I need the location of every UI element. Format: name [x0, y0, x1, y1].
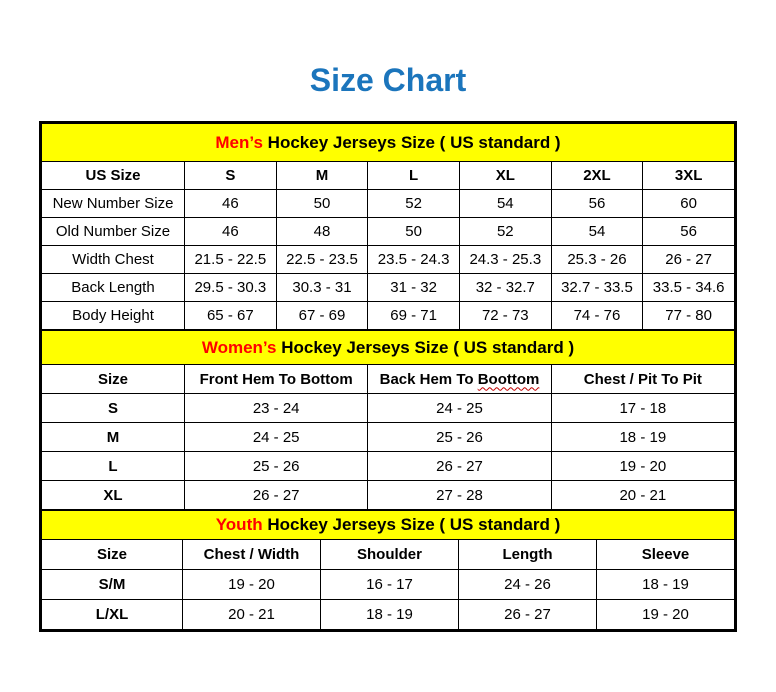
youth-cell: 20 - 21 [183, 600, 321, 630]
mens-col-header: S [185, 162, 277, 190]
mens-cell: 30.3 - 31 [276, 274, 368, 302]
table-row [42, 481, 735, 510]
youth-section-header [42, 511, 735, 540]
mens-cell: 25.3 - 26 [551, 246, 643, 274]
table-row [42, 246, 735, 274]
mens-cell: 69 - 71 [368, 302, 460, 330]
mens-col-header: 3XL [643, 162, 735, 190]
mens-cell: 77 - 80 [643, 302, 735, 330]
mens-cell: 50 [276, 190, 368, 218]
table-row [42, 218, 735, 246]
womens-title-rest: Hockey Jerseys Size ( US standard ) [281, 337, 575, 357]
mens-title-highlight: Men’s [215, 132, 263, 152]
womens-col-header: Front Hem To Bottom [185, 365, 368, 394]
mens-cell: 29.5 - 30.3 [185, 274, 277, 302]
youth-row-label: S/M [42, 570, 183, 600]
womens-col-header: Chest / Pit To Pit [551, 365, 734, 394]
youth-column-header-row [42, 540, 735, 570]
mens-cell: 65 - 67 [185, 302, 277, 330]
womens-row-label: M [42, 423, 185, 452]
mens-cell: 54 [551, 218, 643, 246]
table-row [42, 302, 735, 330]
womens-back-hem-misspelled-word: Boottom [477, 370, 540, 388]
womens-row-label: S [42, 394, 185, 423]
womens-cell: 26 - 27 [368, 452, 551, 481]
table-row [42, 570, 735, 600]
womens-cell: 17 - 18 [551, 394, 734, 423]
womens-column-header-row [42, 365, 735, 394]
mens-cell: 60 [643, 190, 735, 218]
womens-cell: 20 - 21 [551, 481, 734, 510]
youth-col-header: Sleeve [597, 540, 735, 570]
size-chart-container [39, 121, 737, 632]
mens-cell: 72 - 73 [459, 302, 551, 330]
mens-section-header-row [42, 124, 735, 162]
table-row [42, 394, 735, 423]
youth-col-header: Length [459, 540, 597, 570]
table-row [42, 452, 735, 481]
mens-cell: 74 - 76 [551, 302, 643, 330]
womens-row-label: L [42, 452, 185, 481]
youth-title-rest: Hockey Jerseys Size ( US standard ) [267, 515, 561, 534]
mens-cell: 26 - 27 [643, 246, 735, 274]
womens-col-header [368, 365, 551, 394]
youth-cell: 16 - 17 [321, 570, 459, 600]
mens-size-table [41, 123, 735, 330]
mens-cell: 21.5 - 22.5 [185, 246, 277, 274]
mens-cell: 56 [551, 190, 643, 218]
youth-col-header: Shoulder [321, 540, 459, 570]
table-row [42, 600, 735, 630]
womens-section-header-row [42, 331, 735, 365]
womens-cell: 24 - 25 [185, 423, 368, 452]
mens-cell: 33.5 - 34.6 [643, 274, 735, 302]
womens-cell: 26 - 27 [185, 481, 368, 510]
youth-cell: 19 - 20 [597, 600, 735, 630]
womens-cell: 23 - 24 [185, 394, 368, 423]
mens-cell: 23.5 - 24.3 [368, 246, 460, 274]
womens-size-table [41, 330, 735, 510]
mens-col-header: M [276, 162, 368, 190]
mens-col-header: L [368, 162, 460, 190]
womens-cell: 19 - 20 [551, 452, 734, 481]
table-row [42, 190, 735, 218]
youth-row-label: L/XL [42, 600, 183, 630]
womens-cell: 25 - 26 [185, 452, 368, 481]
mens-cell: 24.3 - 25.3 [459, 246, 551, 274]
mens-cell: 46 [185, 218, 277, 246]
womens-cell: 18 - 19 [551, 423, 734, 452]
mens-col-header: 2XL [551, 162, 643, 190]
youth-cell: 26 - 27 [459, 600, 597, 630]
mens-row-label: Old Number Size [42, 218, 185, 246]
mens-cell: 52 [368, 190, 460, 218]
mens-row-label: Width Chest [42, 246, 185, 274]
womens-cell: 25 - 26 [368, 423, 551, 452]
mens-column-header-row [42, 162, 735, 190]
mens-section-header [42, 124, 735, 162]
womens-cell: 27 - 28 [368, 481, 551, 510]
womens-row-label: XL [42, 481, 185, 510]
mens-cell: 48 [276, 218, 368, 246]
youth-cell: 24 - 26 [459, 570, 597, 600]
mens-col-header: XL [459, 162, 551, 190]
mens-cell: 32 - 32.7 [459, 274, 551, 302]
mens-cell: 22.5 - 23.5 [276, 246, 368, 274]
youth-title-highlight: Youth [215, 515, 263, 534]
mens-row-label: Body Height [42, 302, 185, 330]
womens-cell: 24 - 25 [368, 394, 551, 423]
youth-col-header: Chest / Width [183, 540, 321, 570]
table-row [42, 423, 735, 452]
mens-cell: 31 - 32 [368, 274, 460, 302]
womens-col-header: Size [42, 365, 185, 394]
mens-row-label: Back Length [42, 274, 185, 302]
youth-size-table [41, 510, 735, 630]
mens-title-rest: Hockey Jerseys Size ( US standard ) [267, 132, 561, 152]
womens-section-header [42, 331, 735, 365]
mens-cell: 56 [643, 218, 735, 246]
youth-cell: 18 - 19 [321, 600, 459, 630]
youth-col-header: Size [42, 540, 183, 570]
youth-cell: 18 - 19 [597, 570, 735, 600]
mens-cell: 54 [459, 190, 551, 218]
mens-cell: 67 - 69 [276, 302, 368, 330]
table-row [42, 274, 735, 302]
youth-section-header-row [42, 511, 735, 540]
mens-cell: 52 [459, 218, 551, 246]
womens-title-highlight: Women’s [201, 337, 277, 357]
mens-cell: 32.7 - 33.5 [551, 274, 643, 302]
youth-cell: 19 - 20 [183, 570, 321, 600]
womens-back-hem-prefix: Back Hem To [379, 370, 474, 388]
mens-row-label: New Number Size [42, 190, 185, 218]
mens-cell: 46 [185, 190, 277, 218]
mens-col-header: US Size [42, 162, 185, 190]
mens-cell: 50 [368, 218, 460, 246]
page-title: Size Chart [309, 62, 467, 98]
